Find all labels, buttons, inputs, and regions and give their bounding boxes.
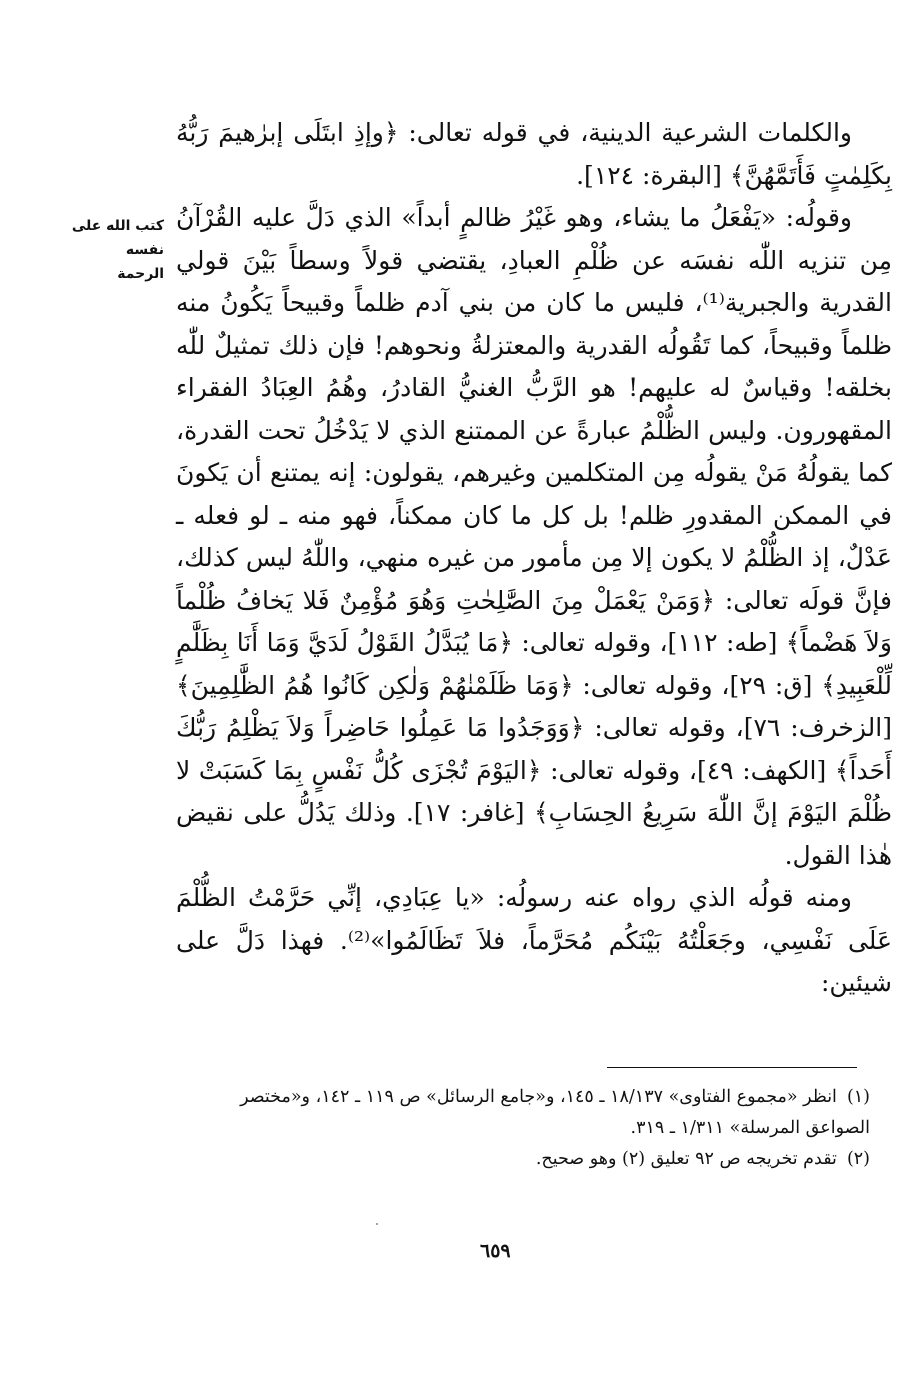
footnote-1-text: انظر «مجموع الفتاوى» ١٨/١٣٧ ـ ١٤٥، و«جامع الرسائل» ص ١١٩ ـ ١٤٢، و«مختصر الصواعق المرسلة» ١/٣١١ ـ ٣١٩. (240, 1087, 870, 1138)
footnote-1-number: (١) (846, 1087, 870, 1107)
stray-mark (376, 1223, 378, 1225)
paragraph-2: وقولُه: «يَفْعَلُ ما يشاء، وهو غَيْرُ ظالمٍ أبداً» الذي دَلَّ عليه القُرْآنُ مِن تنزيه اللّٰه نفسَه عن ظُلْمِ العبادِ، يقتضي قولاً وسطاً بَيْنَ قولي القدرية والجبرية⁽¹⁾، فليس ما كان من بني آدم ظلماً وقبيحاً يَكُونُ منه ظلماً وقبيحاً، كما تَقُولُه القدرية والمعتزلةُ ونحوهم! فإن ذلك تمثيلٌ للّٰه بخلقه! وقياسٌ له عليهم! هو الرَّبُّ الغنيُّ القادرُ، وهُمُ العِبَادُ الفقراء المقهورون. وليس الظُّلْمُ عبارةً عن الممتنع الذي لا يَدْخُلُ تحت القدرة، كما يقولُهُ مَنْ يقولُه مِن المتكلمين وغيرهم، يقولون: إنه يمتنع أن يَكونَ في الممكن المقدورِ ظلم! بل كل ما كان ممكناً، فهو منه ـ لو فعله ـ عَدْلٌ، إذ الظُّلْمُ لا يكون إلا مِن مأمور من غيره منهي، واللّٰهُ ليس كذلك، فإنَّ قولَه تعالى: ﴿وَمَنْ يَعْمَلْ مِنَ الصَّٰلِحٰتِ وَهُوَ مُؤْمِنٌ فَلا يَخافُ ظُلْماً وَلاَ هَضْماً﴾ [طه: ١١٢]، وقوله تعالى: ﴿مَا يُبَدَّلُ القَوْلُ لَدَيَّ وَمَا أَنَا بِظَلَّٰمٍ لِّلْعَبِيدِ﴾ [ق: ٢٩]، وقوله تعالى: ﴿وَمَا ظَلَمْنٰهُمْ وَلٰكِن كَانُوا هُمُ الظَّٰلِمِينَ﴾ [الزخرف: ٧٦]، وقوله تعالى: ﴿وَوَجَدُوا مَا عَمِلُوا حَاضِراً وَلاَ يَظْلِمُ رَبُّكَ أَحَداً﴾ [الكهف: ٤٩]، وقوله تعالى: ﴿اليَوْمَ تُجْزَى كُلُّ نَفْسٍ بِمَا كَسَبَتْ لا ظُلْمَ اليَوْمَ إنَّ اللّٰهَ سَرِيعُ الحِسَابِ﴾ [غافر: ١٧]. وذلك يَدُلُّ على نقيض هٰذا القول. (176, 203, 893, 870)
margin-note-line-2: الرحمة (117, 266, 164, 282)
margin-note (42, 214, 164, 286)
page-number: ٦٥٩ (480, 1240, 511, 1262)
paragraph-3: ومنه قولُه الذي رواه عنه رسولُه: «يا عِبَادِي، إنِّي حَرَّمْتُ الظُّلْمَ عَلَى نَفْسِي، وجَعَلْتُهُ بَيْنَكُم مُحَرَّماً، فلاَ تَظَالَمُوا»⁽²⁾. فهذا دَلَّ على شيئين: (176, 883, 892, 997)
footnote-1 (178, 1082, 870, 1144)
footnote-2-text: تقدم تخريجه ص ٩٢ تعليق (٢) وهو صحيح. (535, 1149, 837, 1169)
footnote-2-number: (٢) (846, 1149, 870, 1169)
paragraph-1: والكلمات الشرعية الدينية، في قوله تعالى: ﴿وإذِ ابتَلَى إبرٰهيمَ رَبُّهُ بِكَلِمٰتٍ فَأَتَمَّهُنَّ﴾ [البقرة: ١٢٤]. (176, 118, 892, 190)
footnote-2 (178, 1144, 870, 1175)
footnote-divider (607, 1067, 857, 1068)
margin-note-line-1: كتب الله على نفسه (71, 218, 164, 258)
footnotes (178, 1082, 870, 1175)
main-text (176, 112, 892, 1005)
